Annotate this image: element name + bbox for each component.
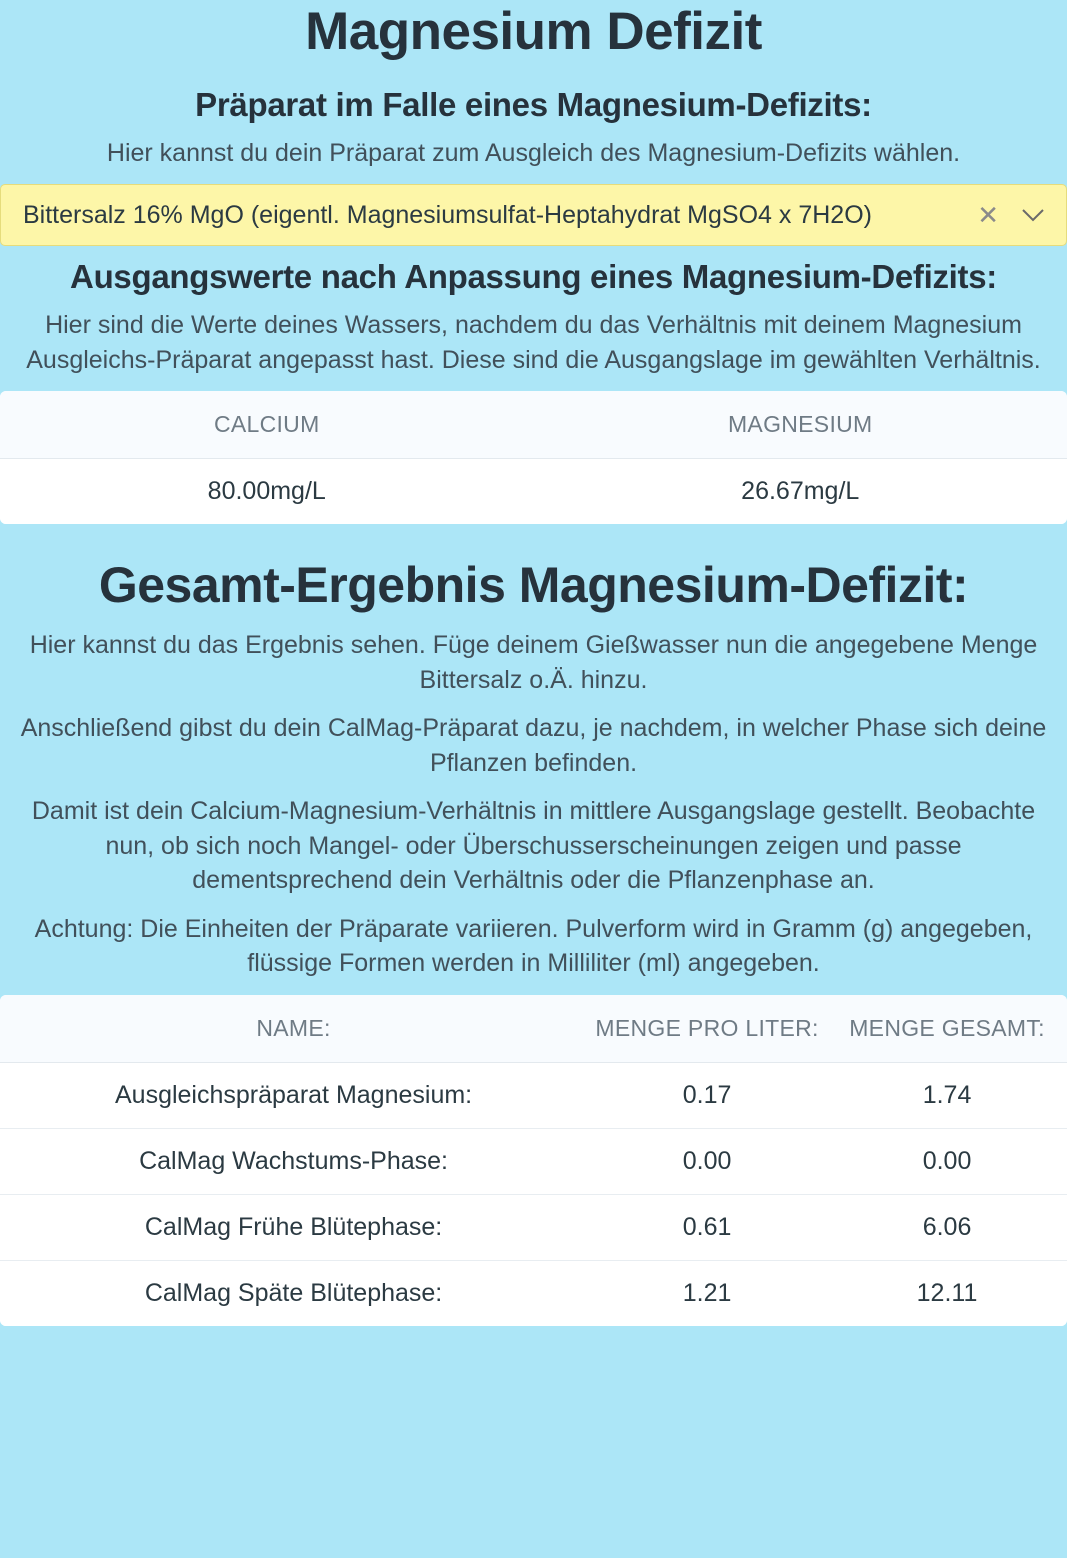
row-per-liter: 0.17 [587, 1062, 827, 1128]
row-per-liter: 0.61 [587, 1194, 827, 1260]
row-name: Ausgleichspräparat Magnesium: [0, 1062, 587, 1128]
magnesium-value: 26.67mg/L [534, 459, 1067, 525]
preparation-description: Hier kannst du dein Präparat zum Ausgleich des Magnesium-Defizits wählen. [14, 136, 1053, 171]
row-total: 12.11 [827, 1260, 1067, 1326]
row-per-liter: 0.00 [587, 1128, 827, 1194]
page-container [0, 4, 1067, 1326]
baseline-heading: Ausgangswerte nach Anpassung eines Magnesium-Defizits: [0, 258, 1067, 296]
row-total: 6.06 [827, 1194, 1067, 1260]
baseline-description: Hier sind die Werte deines Wassers, nachdem du das Verhältnis mit deinem Magnesium Ausgleichs-Präparat angepasst hast. Diese sind die Ausgangslage im gewählten Verhältnis. [14, 308, 1053, 377]
table-header-row [0, 391, 1067, 459]
table-row [0, 459, 1067, 525]
row-total: 0.00 [827, 1128, 1067, 1194]
chevron-down-icon[interactable] [1014, 208, 1060, 222]
row-name: CalMag Wachstums-Phase: [0, 1128, 587, 1194]
preparation-select-value: Bittersalz 16% MgO (eigentl. Magnesiumsulfat-Heptahydrat MgSO4 x 7H2O) [23, 201, 967, 230]
result-paragraph-4: Achtung: Die Einheiten der Präparate variieren. Pulverform wird in Gramm (g) angegeben, flüssige Formen werden in Milliliter (ml) angegeben. [14, 912, 1053, 981]
column-header-name: NAME: [0, 995, 587, 1063]
baseline-table [0, 391, 1067, 524]
close-icon[interactable]: ✕ [967, 202, 1013, 228]
result-heading: Gesamt-Ergebnis Magnesium-Defizit: [14, 558, 1053, 612]
column-header-magnesium: MAGNESIUM [534, 391, 1067, 459]
result-table [0, 995, 1067, 1326]
result-paragraph-2: Anschließend gibst du dein CalMag-Präparat dazu, je nachdem, in welcher Phase sich deine Pflanzen befinden. [14, 711, 1053, 780]
table-row [0, 1128, 1067, 1194]
preparation-select[interactable] [0, 184, 1067, 246]
column-header-total: MENGE GESAMT: [827, 995, 1067, 1063]
column-header-calcium: CALCIUM [0, 391, 534, 459]
row-total: 1.74 [827, 1062, 1067, 1128]
preparation-heading: Präparat im Falle eines Magnesium-Defizits: [0, 86, 1067, 124]
table-header-row [0, 995, 1067, 1063]
result-paragraph-1: Hier kannst du das Ergebnis sehen. Füge deinem Gießwasser nun die angegebene Menge Bittersalz o.Ä. hinzu. [14, 628, 1053, 697]
page-title: Magnesium Defizit [0, 4, 1067, 60]
column-header-per-liter: MENGE PRO LITER: [587, 995, 827, 1063]
row-per-liter: 1.21 [587, 1260, 827, 1326]
table-row [0, 1194, 1067, 1260]
table-row [0, 1260, 1067, 1326]
result-paragraph-3: Damit ist dein Calcium-Magnesium-Verhältnis in mittlere Ausgangslage gestellt. Beobachte nun, ob sich noch Mangel- oder Überschusserscheinungen zeigen und passe dementsprechend dein Verhältnis oder die Pflanzenphase an. [14, 794, 1053, 898]
table-row [0, 1062, 1067, 1128]
calcium-value: 80.00mg/L [0, 459, 534, 525]
row-name: CalMag Frühe Blütephase: [0, 1194, 587, 1260]
row-name: CalMag Späte Blütephase: [0, 1260, 587, 1326]
